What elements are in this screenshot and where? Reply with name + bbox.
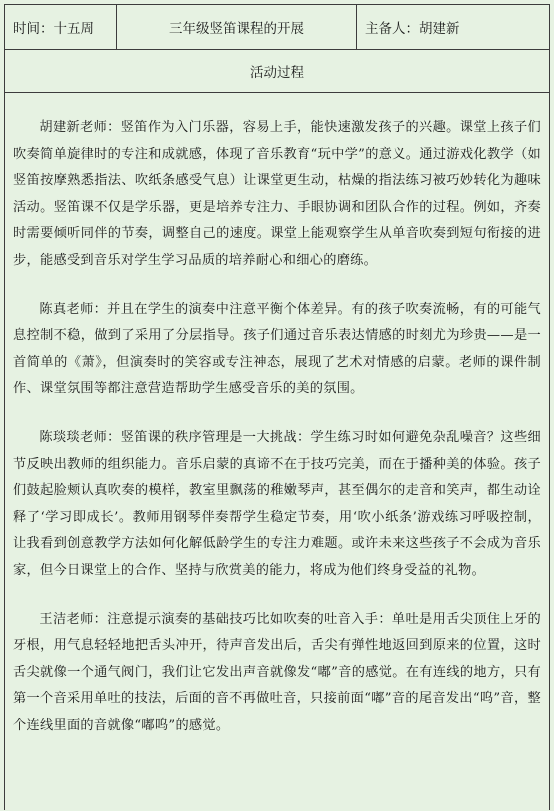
paragraph-chen-zhen: 陈真老师：并且在学生的演奏中注意平衡个体差异。有的孩子吹奏流畅，有的可能气息控制不稳，做到了采用了分层指导。孩子们通过音乐表达情感的时刻尤为珍贵——是一首简单的《萧》，但演奏时的笑容或专注神态，展现了艺术对情感的启蒙。老师的课件制作、课堂氛围等都注意营造帮助学生感受音乐的美的氛围。 bbox=[13, 301, 541, 397]
section-title: 活动过程 bbox=[5, 50, 549, 93]
paragraph-chen-yanyan: 陈琰琰老师：竖笛课的秩序管理是一大挑战：学生练习时如何避免杂乱噪音？这些细节反映出教师的组织能力。音乐启蒙的真谛不在于技巧完美，而在于播种美的体验。孩子们鼓起脸颊认真吹奏的模样，教室里飘荡的稚嫩琴声，甚至偶尔的走音和笑声，都生动诠释了‘学习即成长’。教师用钢琴伴奏帮学生稳定节奏，用‘吹小纸条’游戏练习呼吸控制，让我看到创意教学方法如何化解低龄学生的专注力难题。或许未来这些孩子不会成为音乐家，但今日课堂上的合作、坚持与欣赏美的能力，将成为他们终身受益的礼物。 bbox=[13, 429, 541, 578]
lesson-title: 三年级竖笛课程的开展 bbox=[117, 5, 357, 49]
time-cell: 时间：十五周 bbox=[5, 5, 117, 49]
activity-content bbox=[5, 93, 549, 739]
preparer-cell: 主备人：胡建新 bbox=[365, 21, 460, 37]
lesson-record-table bbox=[4, 4, 550, 810]
paragraph-wang-jie: 王洁老师：注意提示演奏的基础技巧比如吹奏的吐音入手：单吐是用舌尖顶住上牙的牙根，用气息轻轻地把舌头冲开，待声音发出后，舌尖有弹性地返回到原来的位置，这时舌尖就像一个通气阀门，我们让它发出声音就像发“嘟”音的感觉。在有连线的地方，只有第一个音采用单吐的技法，后面的音不再做吐音，只接前面“嘟”音的尾音发出“呜”音，整个连线里面的音就像“嘟呜”的感觉。 bbox=[13, 611, 541, 733]
header-row bbox=[5, 5, 549, 50]
paragraph-hu-jianxin: 胡建新老师：竖笛作为入门乐器，容易上手，能快速激发孩子的兴趣。课堂上孩子们吹奏简单旋律时的专注和成就感，体现了音乐教育“玩中学”的意义。通过游戏化教学（如竖笛按摩熟悉指法、吹纸条感受气息）让课堂更生动，枯燥的指法练习被巧妙转化为趣味活动。竖笛课不仅是学乐器，更是培养专注力、手眼协调和团队合作的过程。例如，齐奏时需要倾听同伴的节奏，调整自己的速度。课堂上能观察学生从单音吹奏到短句衔接的进步，能感受到音乐对学生学习品质的培养耐心和细心的磨练。 bbox=[13, 120, 541, 268]
